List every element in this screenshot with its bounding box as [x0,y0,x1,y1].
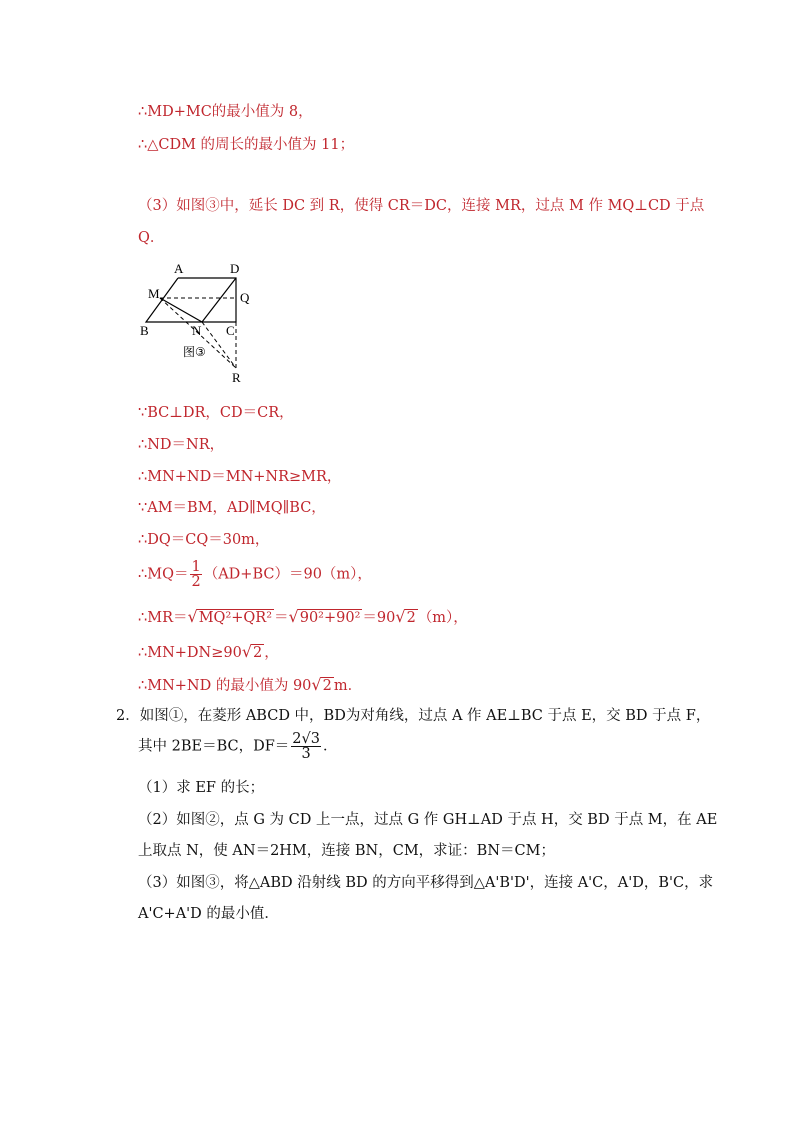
question-2-line2 [138,732,337,761]
label-r: R [232,370,241,385]
radicand-4: 2 [253,645,263,661]
question-2-part2-line1: （2）如图②，点 G 为 CD 上一点，过点 G 作 GH⊥AD 于点 H，交 BD 于点 M，在 AE [138,812,718,828]
step-7: ∴MR＝√MQ²+QR² ＝√90²+90² ＝90√2 （m）， [138,607,468,626]
label-b: B [140,323,149,338]
solution-line-2: ∴△CDM 的周长的最小值为 11； [138,137,355,153]
label-q: Q [240,290,250,305]
fraction-half [190,560,201,589]
part3-intro-line1: （3）如图③中，延长 DC 到 R，使得 CR＝DC，连接 MR，过点 M 作 MQ⊥CD 于点 [138,198,705,214]
label-m: M [148,286,160,301]
step-6-suffix: （AD+BC）＝90（m）， [203,566,372,583]
step-9-prefix: ∴MN+ND 的最小值为 90 [138,678,312,694]
figure-caption: 图③ [183,345,206,359]
step-4: ∵AM＝BM，AD∥MQ∥BC， [138,500,326,516]
q2-line2-suffix: ． [322,738,338,755]
radicand-3: 2 [406,610,416,626]
radicand-1: MQ²+QR² [198,610,273,626]
fraction-df [291,732,321,761]
step-7-mid: ＝90 [362,610,396,626]
fraction-numerator: 1 [191,559,201,575]
step-7-suffix: （m）， [417,610,468,626]
question-2-part1: （1）求 EF 的长； [138,780,265,796]
question-2-line1: 2．如图①，在菱形 ABCD 中，BD为对角线，过点 A 作 AE⊥BC 于点 E，交 BD 于点 F， [116,708,711,724]
label-d: D [230,261,240,276]
step-7-eq: ＝ [274,610,289,626]
label-c: C [226,323,235,338]
q2-line2-prefix: 其中 2BE＝BC，DF＝ [138,738,290,755]
step-1: ∵BC⊥DR，CD＝CR， [138,405,294,421]
label-a: A [174,261,184,276]
segment-mn [160,298,202,322]
df-denominator: 3 [301,746,311,762]
df-numerator: 2√3 [292,731,320,747]
step-8-suffix: ， [264,645,279,661]
segment-nd [202,278,236,322]
solution-line-1: ∴MD+MC的最小值为 8， [138,104,313,120]
step-9-suffix: m． [333,678,363,694]
question-2-part3-line1: （3）如图③，将△ABD 沿射线 BD 的方向平移得到△A'B'D'，连接 A'C，A'D，B'C，求 [138,875,714,891]
question-2-part3-line2: A'C+A'D 的最小值． [138,906,279,922]
fraction-denominator: 2 [191,574,201,590]
step-5: ∴DQ＝CQ＝30m， [138,532,270,548]
step-8-prefix: ∴MN+DN≥90 [138,645,242,661]
step-7-prefix: ∴MR＝ [138,610,188,626]
step-9: ∴MN+ND 的最小值为 90√2 m． [138,675,363,694]
step-2: ∴ND＝NR， [138,437,225,453]
radicand-5: 2 [322,678,332,694]
step-3: ∴MN+ND＝MN+NR≥MR， [138,469,342,485]
label-n: N [192,323,202,338]
step-6 [138,560,372,589]
part3-intro-line2: Q． [138,230,165,246]
step-8: ∴MN+DN≥90√2 ， [138,642,279,661]
step-6-prefix: ∴MQ＝ [138,566,189,583]
figure-3 [136,258,266,388]
radicand-2: 90²+90² [299,610,361,626]
question-2-part2-line2: 上取点 N，使 AN＝2HM，连接 BN，CM，求证：BN＝CM； [138,843,555,859]
